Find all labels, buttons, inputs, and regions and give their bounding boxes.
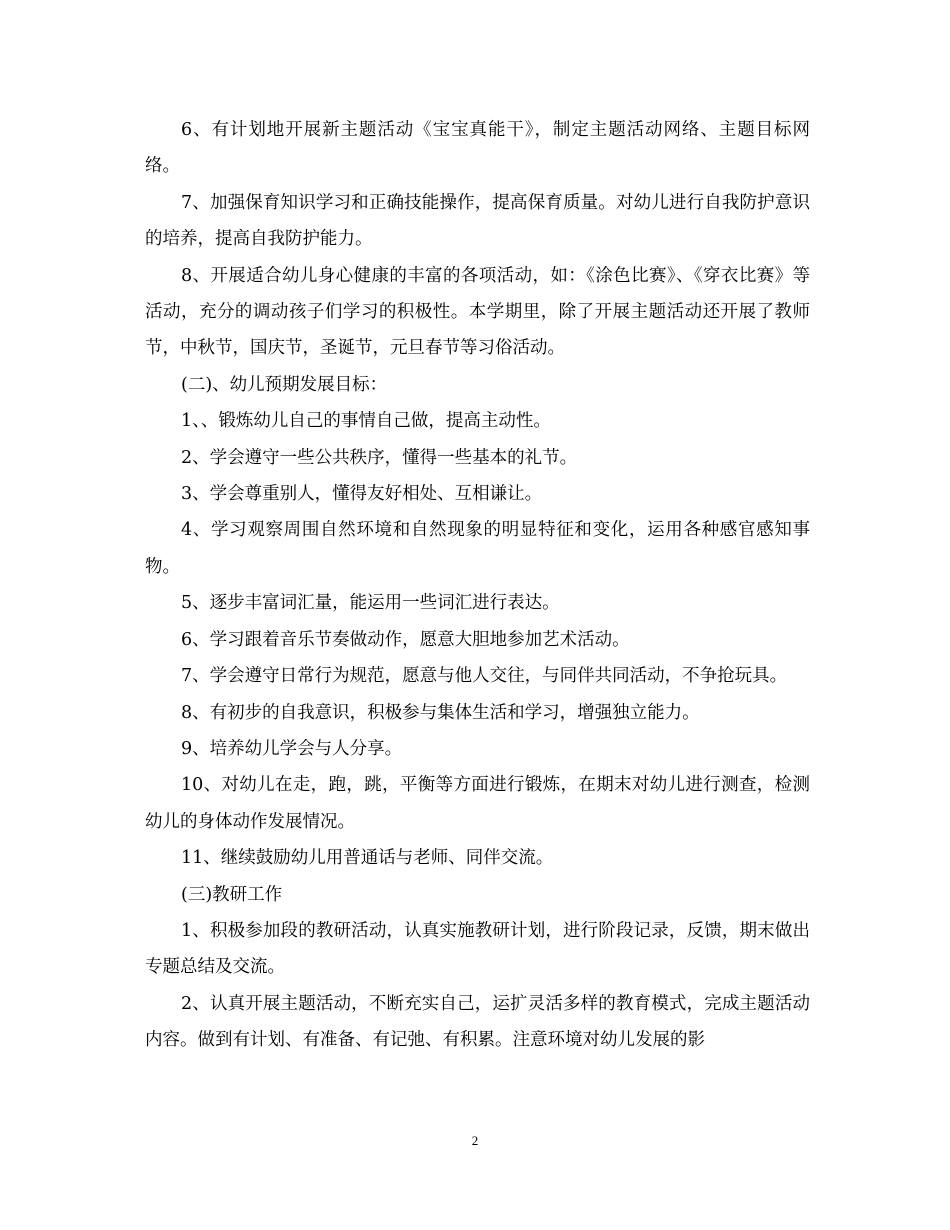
paragraph: 8、有初步的自我意识，积极参与集体生活和学习，增强独立能力。 <box>181 702 700 723</box>
paragraph: 10、对幼儿在走，跑，跳，平衡等方面进行锻炼，在期末对幼儿进行测查，检测幼儿的身体动作发展情况。 <box>145 775 810 832</box>
paragraph: 11、继续鼓励幼儿用普通话与老师、同伴交流。 <box>181 848 554 869</box>
paragraph: 1、、锻炼幼儿自己的事情自己做，提高主动性。 <box>181 411 551 432</box>
paragraph: 6、有计划地开展新主题活动《宝宝真能干》，制定主题活动网络、主题目标网络。 <box>145 120 810 177</box>
paragraph: 8、开展适合幼儿身心健康的丰富的各项活动，如：《涂色比赛》、《穿衣比赛》等活动，充分的调动孩子们学习的积极性。本学期里，除了开展主题活动还开展了教师节，中秋节，国庆节，圣诞节，元旦春节等习俗活动。 <box>145 265 810 359</box>
paragraph: 2、学会遵守一些公共秩序，懂得一些基本的礼节。 <box>181 447 578 468</box>
paragraph: 7、加强保育知识学习和正确技能操作，提高保育质量。对幼儿进行自我防护意识的培养，提高自我防护能力。 <box>145 192 810 250</box>
paragraph: 2、认真开展主题活动，不断充实自己，运扩灵活多样的教育模式，完成主题活动内容。做到有计划、有准备、有记弛、有积累。注意环境对幼儿发展的影 <box>145 993 810 1051</box>
paragraph: 9、培养幼儿学会与人分享。 <box>181 738 403 759</box>
page-number: 2 <box>471 1133 479 1148</box>
paragraph: 3、学会尊重别人，懂得友好相处、互相谦让。 <box>181 484 543 505</box>
section-heading: (三)教研工作 <box>181 884 283 905</box>
paragraph: 4、学习观察周围自然环境和自然现象的明显特征和变化，运用各种感官感知事物。 <box>145 520 810 577</box>
paragraph: 7、学会遵守日常行为规范，愿意与他人交往，与同伴共同活动，不争抢玩具。 <box>181 666 788 687</box>
section-heading: (二)、幼儿预期发展目标： <box>181 374 388 395</box>
paragraph: 1、积极参加段的教研活动，认真实施教研计划，进行阶段记录，反馈，期末做出专题总结及交流。 <box>145 920 810 978</box>
paragraph: 5、逐步丰富词汇量，能运用一些词汇进行表达。 <box>181 593 560 614</box>
document-body <box>145 112 810 1059</box>
paragraph: 6、学习跟着音乐节奏做动作，愿意大胆地参加艺术活动。 <box>181 629 630 650</box>
